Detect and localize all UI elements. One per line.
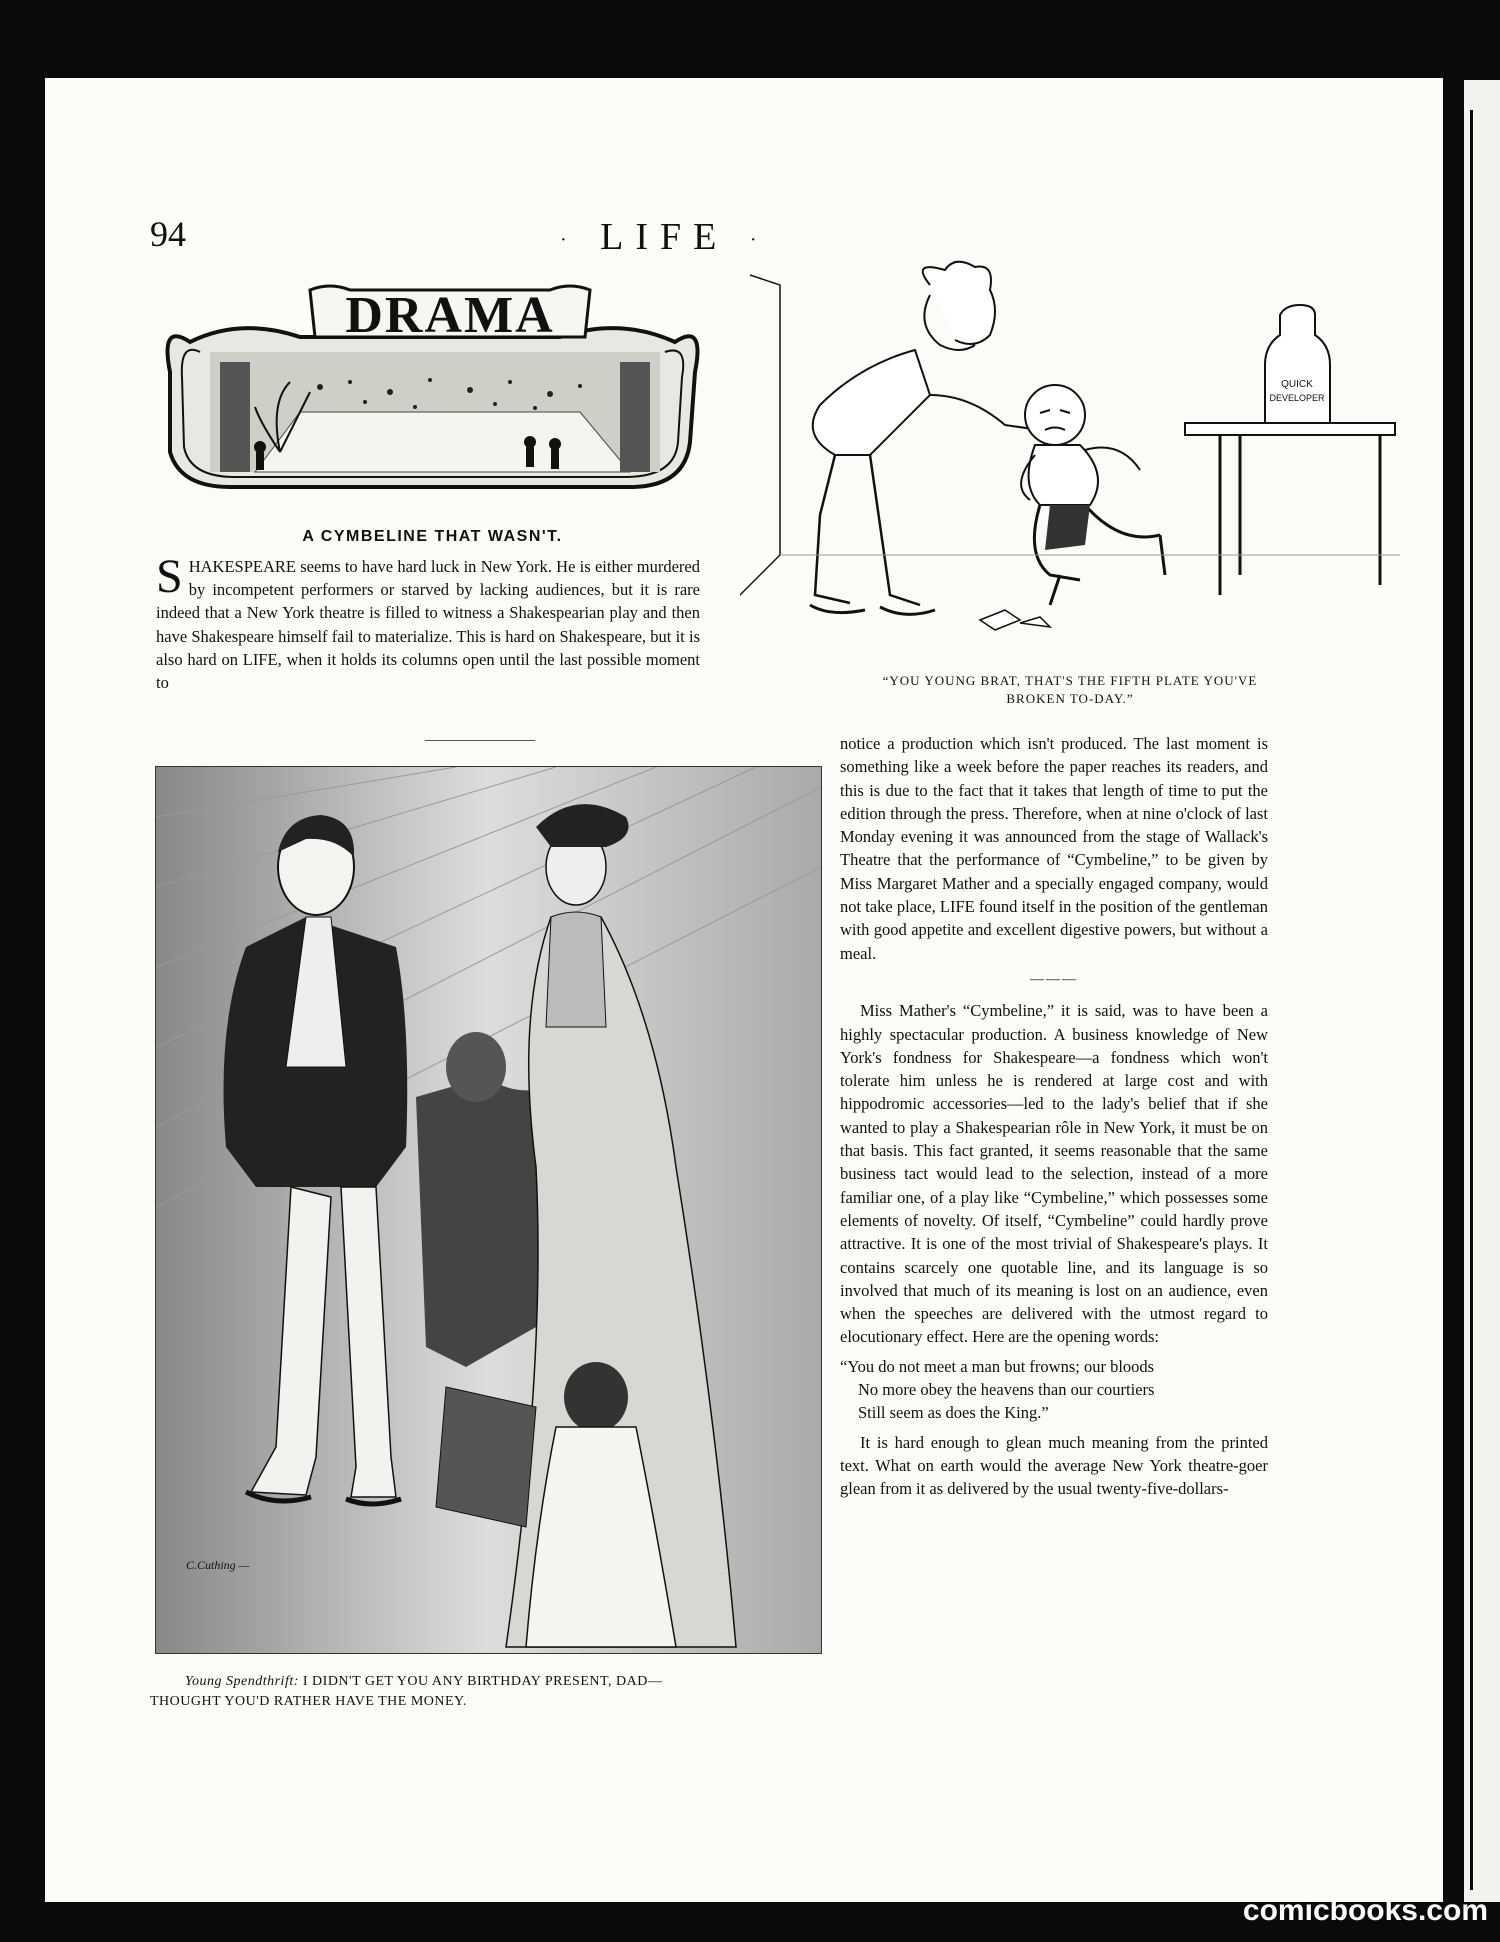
article-paragraph-1: notice a production which isn't produced. The last moment is something like a week before the paper reaches its readers, and this is due to the fact that it takes that length of time to put the edition through the press. Therefore, when at nine o'clock of last Monday evening it was announced from the stage of Wallack's Theatre that the performance of “Cymbeline,” to be given by Miss Margaret Mather and a specially engaged company, would not take place, LIFE found itself in the position of the gentleman with good appetite and excellent digestive powers, but without a meal.: [840, 734, 1268, 963]
page-number: 94: [150, 214, 186, 254]
drama-banner-illustration: [160, 282, 705, 507]
caption-line2: THOUGHT YOU'D RATHER HAVE THE MONEY.: [150, 1694, 467, 1709]
cartoon-caption-line2: BROKEN TO-DAY.”: [1006, 691, 1134, 706]
article-right-column: [840, 732, 1268, 1501]
cartoon-caption-line1: “YOU YOUNG BRAT, THAT'S THE FIFTH PLATE YOU'VE: [882, 673, 1258, 688]
masthead-dot-right: ·: [749, 228, 769, 251]
cartoon-illustration: [740, 255, 1400, 660]
quote-line: No more obey the heavens than our courtiers: [858, 1380, 1155, 1400]
illustration-caption: [150, 1672, 820, 1712]
cartoon-caption: [740, 672, 1400, 708]
article-paragraph-2: Miss Mather's “Cymbeline,” it is said, was to have been a highly spectacular production. A business knowledge of New York's fondness for Shakespeare—a fondness which won't tolerate him unless he is rendered at large cost and with hippodromic accessories—led to the lady's belief that if she wanted to play a Shakespearian rôle in New York, it must be on that basis. This fact granted, it seems reasonable that the same business tact would lead to the selection, instead of a more familiar one, of a play like “Cymbeline,” which possesses some elements of novelty. Of itself, “Cymbeline” could hardly prove attractive. It is one of the most trivial of Shakespeare's plays. It contains scarcely one quotable line, and its language is so involved that much of its meaning is lost on an audience, even when the speeches are delivered with the utmost regard to elocutionary effect. Here are the opening words:: [840, 1001, 1268, 1347]
watermark: comicbooks.com: [1242, 1894, 1488, 1927]
quote-line: “You do not meet a man but frowns; our bloods: [840, 1356, 1155, 1376]
quote-line: Still seem as does the King.”: [858, 1403, 1049, 1423]
article-intro: [156, 550, 700, 694]
masthead: [560, 215, 769, 259]
artist-signature: C.Cuthing —: [186, 1558, 250, 1572]
bottle-label-line1: QUICK: [1281, 379, 1313, 390]
caption-line1: I DIDN'T GET YOU ANY BIRTHDAY PRESENT, DAD—: [302, 1674, 663, 1689]
article-intro-text: HAKESPEARE seems to have hard luck in New York. He is either murdered by incompetent performers or starved by lacking audiences, but it is rare indeed that a New York theatre is filled to witness a Shakespearian play and then have Shakespeare himself fail to materialize. This is hard on Shakespeare, but it is also hard on LIFE, when it holds its columns open until the last possible moment to: [156, 557, 700, 693]
article-paragraph-3: It is hard enough to glean much meaning from the printed text. What on earth would the average New York theatre-goer glean from it as delivered by the usual twenty-five-dollars-: [840, 1432, 1268, 1499]
paragraph-separator: ———: [1030, 971, 1078, 987]
spendthrift-illustration: [155, 766, 822, 1654]
masthead-dot-left: ·: [560, 228, 579, 251]
drama-banner-title: DRAMA: [345, 287, 555, 344]
masthead-title: LIFE: [600, 216, 729, 258]
cymbeline-quote: [840, 1355, 1268, 1425]
caption-speaker: Young Spendthrift:: [185, 1674, 299, 1689]
spendthrift-drawing: [156, 767, 821, 1653]
drop-cap: S: [156, 550, 183, 603]
column-rule: [425, 740, 535, 741]
article-title: A CYMBELINE THAT WASN'T.: [302, 528, 563, 545]
adjacent-page-edge: [1464, 80, 1500, 1902]
bottle-label-line2: DEVELOPER: [1269, 393, 1325, 403]
